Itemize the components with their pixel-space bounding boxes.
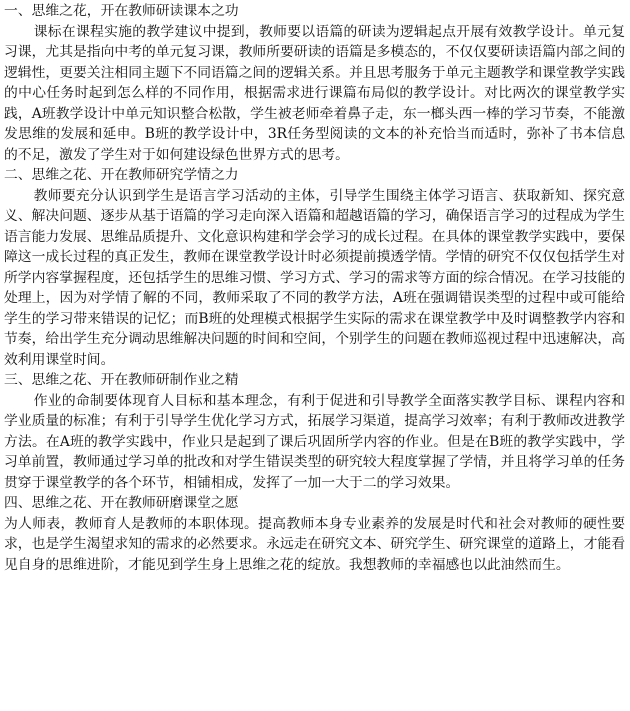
section-heading: 四、思维之花、开在教师研磨课堂之愿 [4, 495, 239, 511]
section-heading: 三、思维之花、开在教师研制作业之精 [4, 372, 239, 388]
section-heading: 二、思维之花、开在教师研究学情之力 [4, 167, 239, 183]
section-1 [4, 1, 625, 165]
document-page [4, 1, 625, 575]
section-paragraph: 教师要充分认识到学生是语言学习活动的主体，引导学生围绕主体学习语言、获取新知、探究意义、解决问题、逐步从基于语篇的学习走向深入语篇和超越语篇的学习，确保语言学习的过程成为学生语言能力发展、思维品质提升、文化意识构建和学会学习的成长过程。在具体的课堂教学实践中，要保障这一成长过程的真正发生，教师在课堂教学设计时必须提前摸透学情。学情的研究不仅仅包括学生对所学内容掌握程度，还包括学生的思维习惯、学习方式、学习的需求等方面的综合情况。在学习技能的处理上，因为对学情了解的不同，教师采取了不同的教学方法，A班在强调错误类型的过程中或可能给学生的学习带来错误的记忆；而B班的处理模式根据学生实际的需求在课堂教学中及时调整教学内容和节奏，给出学生充分调动思维解决问题的时间和空间，个别学生的问题在教师巡视过程中迅速解决，高效利用课堂时间。 [4, 187, 625, 368]
section-3 [4, 370, 625, 493]
section-paragraph: 作业的命制要体现育人目标和基本理念，有利于促进和引导教学全面落实教学目标、课程内容和学业质量的标准；有利于引导学生优化学习方式，拓展学习渠道，提高学习效率；有利于教师改进教学方法。在A班的教学实践中，作业只是起到了课后巩固所学内容的作业。但是在B班的教学实践中，学习单前置，教师通过学习单的批改和对学生错误类型的研究较大程度掌握了学情，并且将学习单的任务贯穿于课堂教学的各个环节，相铺相成，发挥了一加一大于二的学习效果。 [4, 392, 625, 491]
section-paragraph: 课标在课程实施的教学建议中提到，教师要以语篇的研读为逻辑起点开展有效教学设计。单元复习课，尤其是指向中考的单元复习课，教师所要研读的语篇是多模态的，不仅仅要研读语篇内部之间的逻辑性，更要关注相同主题下不同语篇之间的逻辑关系。并且思考服务于单元主题教学和课堂教学实践的中心任务时起到怎么样的不同作用，根据需求进行课篇布局似的教学设计。对比两次的课堂教学实践，A班教学设计中单元知识整合松散，学生被老师牵着鼻子走，东一榔头西一棒的学习节奏，不能激发思维的发展和延申。B班的教学设计中，3R任务型阅读的文本的补充恰当而适时，弥补了书本信息的不足，激发了学生对于如何建设绿色世界方式的思考。 [4, 23, 625, 163]
section-4 [4, 493, 625, 575]
section-heading: 一、思维之花，开在教师研读课本之功 [4, 3, 239, 19]
section-2 [4, 165, 625, 370]
section-paragraph: 为人师表，教师育人是教师的本职体现。提高教师本身专业素养的发展是时代和社会对教师的硬性要求，也是学生渴望求知的需求的必然要求。永远走在研究文本、研究学生、研究课堂的道路上，才能看见自身的思维进阶，才能见到学生身上思维之花的绽放。我想教师的幸福感也以此油然而生。 [4, 515, 625, 573]
